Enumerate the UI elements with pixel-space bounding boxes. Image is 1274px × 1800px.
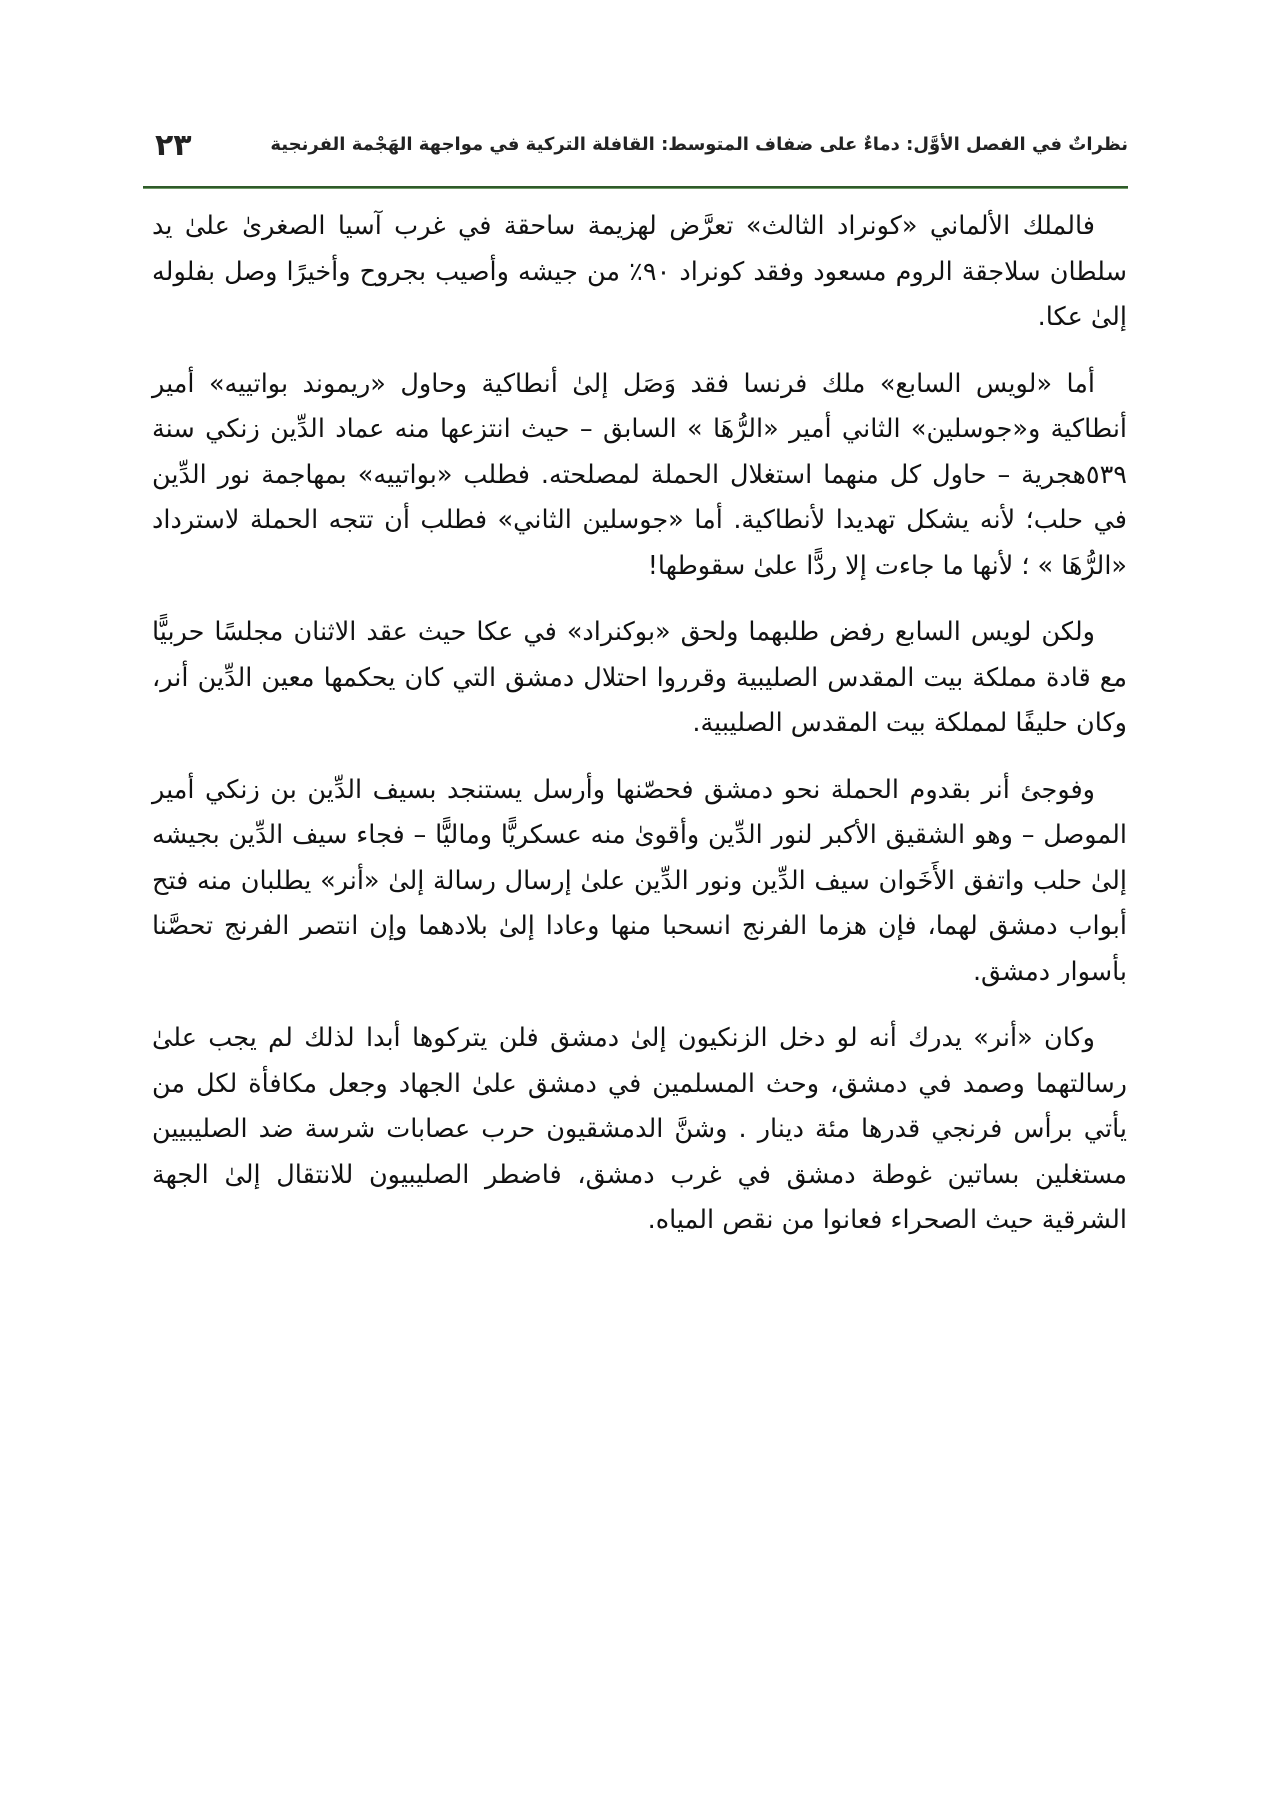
paragraph-5: وكان «أنر» يدرك أنه لو دخل الزنكيون إلىٰ دمشق فلن يتركوها أبدا لذلك لم يجب علىٰ رسالتهما وصمد في دمشق، وحث المسلمين في دمشق علىٰ الجهاد وجعل مكافأة لكل من يأتي برأس فرنجي قدرها مئة دينار . وشنَّ الدمشقيون حرب عصابات شرسة ضد الصليبيين مستغلين بساتين غوطة دمشق في غرب دمشق، فاضطر الصليبيون للانتقال إلىٰ الجهة الشرقية حيث الصحراء فعانوا من نقص المياه. [152, 1023, 1127, 1235]
body-text [152, 204, 1127, 1265]
running-header [143, 128, 1128, 172]
chapter-title: نظراتٌ في الفصل الأوَّل: دماءٌ على ضفاف المتوسط: القافلة التركية في مواجهة الهَجْمة الفرنجية [270, 134, 1128, 155]
header-divider [143, 186, 1128, 189]
paragraph-3: ولكن لويس السابع رفض طلبهما ولحق «بوكنراد» في عكا حيث عقد الاثنان مجلسًا حربيًّا مع قادة مملكة بيت المقدس الصليبية وقرروا احتلال دمشق التي كان يحكمها معين الدِّين أنر، وكان حليفًا لمملكة بيت المقدس الصليبية. [152, 617, 1127, 738]
paragraph-1: فالملك الألماني «كونراد الثالث» تعرَّض لهزيمة ساحقة في غرب آسيا الصغرىٰ علىٰ يد سلطان سلاجقة الروم مسعود وفقد كونراد ٩٠٪ من جيشه وأصيب بجروح وأخيرًا وصل بفلوله إلىٰ عكا. [152, 211, 1127, 332]
paragraph-4: وفوجئ أنر بقدوم الحملة نحو دمشق فحصّنها وأرسل يستنجد بسيف الدِّين بن زنكي أمير الموصل – وهو الشقيق الأكبر لنور الدِّين وأقوىٰ منه عسكريًّا وماليًّا – فجاء سيف الدِّين بجيشه إلىٰ حلب واتفق الأَخَوان سيف الدِّين ونور الدِّين علىٰ إرسال رسالة إلىٰ «أنر» يطلبان منه فتح أبواب دمشق لهما، فإن هزما الفرنج انسحبا منها وعادا إلىٰ بلادهما وإن انتصر الفرنج تحصَّنا بأسوار دمشق. [152, 774, 1127, 987]
paragraph-2: أما «لويس السابع» ملك فرنسا فقد وَصَل إلىٰ أنطاكية وحاول «ريموند بواتييه» أمير أنطاكية و«جوسلين» الثاني أمير «الرُّهَا » السابق – حيث انتزعها منه عماد الدِّين زنكي سنة ٥٣٩هجرية – حاول كل منهما استغلال الحملة لمصلحته. فطلب «بواتييه» بمهاجمة نور الدِّين في حلب؛ لأنه يشكل تهديدا لأنطاكية. أما «جوسلين الثاني» فطلب أن تتجه الحملة لاسترداد «الرُّهَا » ؛ لأنها ما جاءت إلا ردًّا علىٰ سقوطها! [152, 368, 1127, 581]
page-number: ٢٣ [155, 128, 192, 163]
